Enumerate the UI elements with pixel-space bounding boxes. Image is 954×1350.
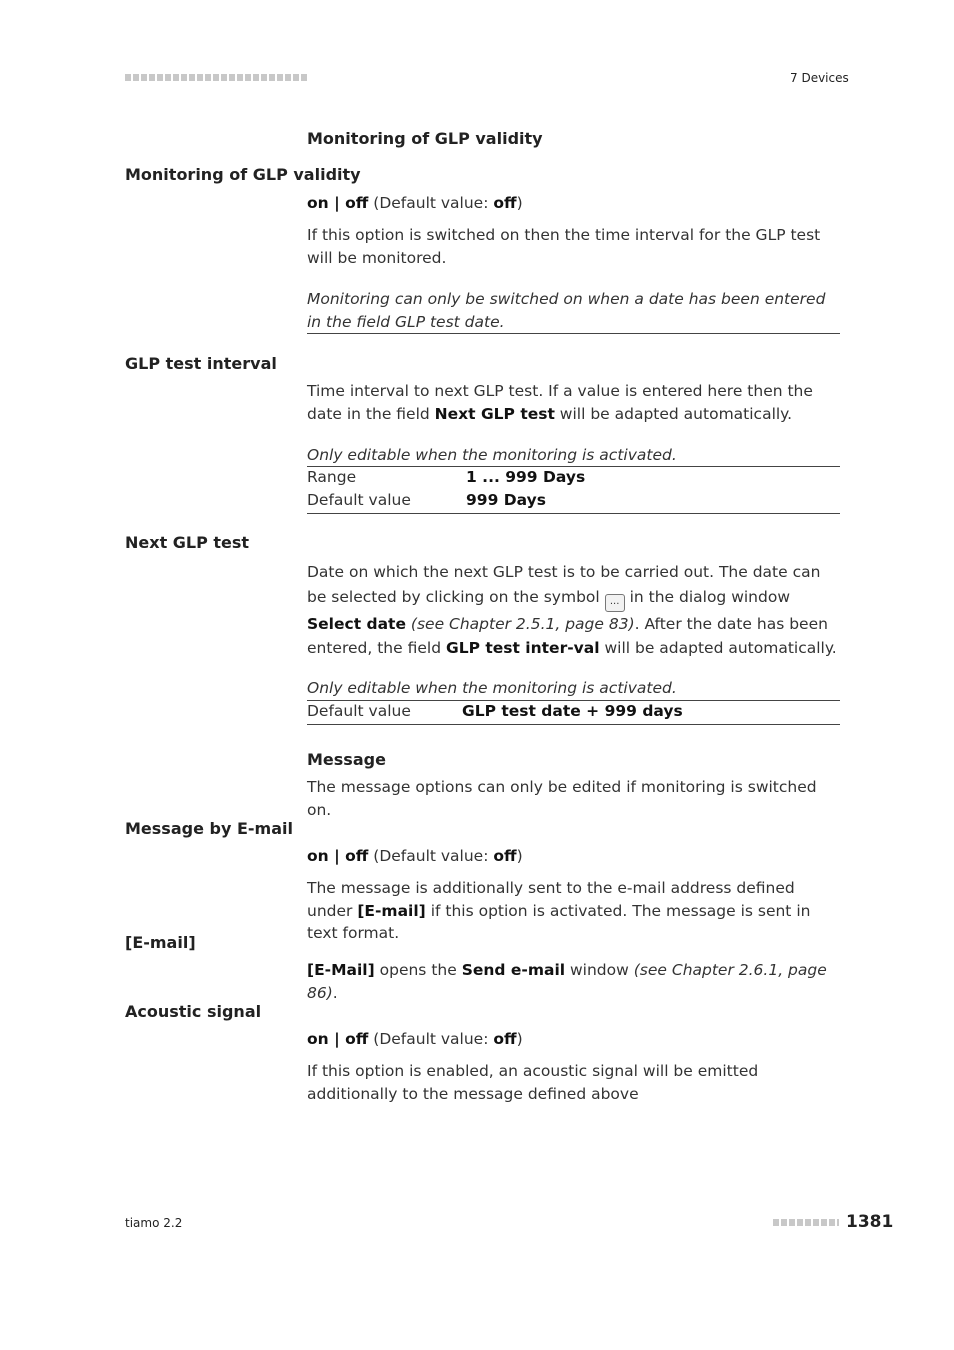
param-label-acoustic: Acoustic signal bbox=[125, 1002, 262, 1021]
table-value: GLP test date + 999 days bbox=[462, 702, 683, 720]
default-value-line: on | off (Default value: off) bbox=[307, 194, 523, 212]
default-value-line: on | off (Default value: off) bbox=[307, 847, 523, 865]
param-label-interval: GLP test interval bbox=[125, 354, 277, 373]
param-description: Time interval to next GLP test. If a value is entered here then the date in the field Next GLP test will be adapted automatically. bbox=[307, 382, 813, 423]
ellipsis-button-icon: ... bbox=[605, 594, 625, 612]
param-label-email: Message by E-mail bbox=[125, 819, 293, 838]
table-value: 999 Days bbox=[466, 491, 546, 509]
default-value-line: on | off (Default value: off) bbox=[307, 1030, 523, 1048]
table-value: 1 ... 999 Days bbox=[466, 468, 586, 486]
param-note: Monitoring can only be switched on when a date has been entered in the field GLP test date. bbox=[307, 290, 826, 331]
header-decoration bbox=[125, 74, 307, 81]
product-name: tiamo 2.2 bbox=[125, 1216, 183, 1230]
table-rule-top bbox=[307, 700, 840, 701]
table-key: Default value bbox=[307, 491, 411, 509]
table-key: Default value bbox=[307, 702, 411, 720]
param-label-email-button: [E-mail] bbox=[125, 933, 196, 952]
param-description: If this option is enabled, an acoustic signal will be emitted additionally to the message defined above bbox=[307, 1062, 759, 1103]
subsection-description: The message options can only be edited if monitoring is switched on. bbox=[307, 778, 817, 819]
table-rule-bottom bbox=[307, 513, 840, 514]
table-rule-bottom bbox=[307, 724, 840, 725]
divider bbox=[307, 333, 840, 334]
section-title: Monitoring of GLP validity bbox=[307, 129, 543, 148]
table-rule-top bbox=[307, 466, 840, 467]
page-number: 1381 bbox=[846, 1212, 894, 1232]
subsection-title: Message bbox=[307, 750, 386, 769]
param-label-next-test: Next GLP test bbox=[125, 533, 250, 552]
footer-decoration bbox=[773, 1219, 839, 1226]
param-description: Date on which the next GLP test is to be carried out. The date can be selected by clicking on the symbol ... in the dialog window Select date (see Chapter 2.5.1, page 83). After the date has been entered, the field GLP test inter-val will be adapted automatically. bbox=[307, 563, 837, 657]
param-description: The message is additionally sent to the e-mail address defined under [E-mail] if this option is activated. The message is sent in text format. bbox=[307, 879, 811, 942]
param-description: If this option is switched on then the time interval for the GLP test will be monitored. bbox=[307, 226, 821, 267]
table-key: Range bbox=[307, 468, 357, 486]
param-description: [E-Mail] opens the Send e-mail window (see Chapter 2.6.1, page 86). bbox=[307, 961, 827, 1002]
param-note: Only editable when the monitoring is activated. bbox=[307, 679, 677, 697]
chapter-title: 7 Devices bbox=[790, 71, 849, 85]
param-label-monitoring: Monitoring of GLP validity bbox=[125, 165, 361, 184]
param-note: Only editable when the monitoring is activated. bbox=[307, 446, 677, 464]
